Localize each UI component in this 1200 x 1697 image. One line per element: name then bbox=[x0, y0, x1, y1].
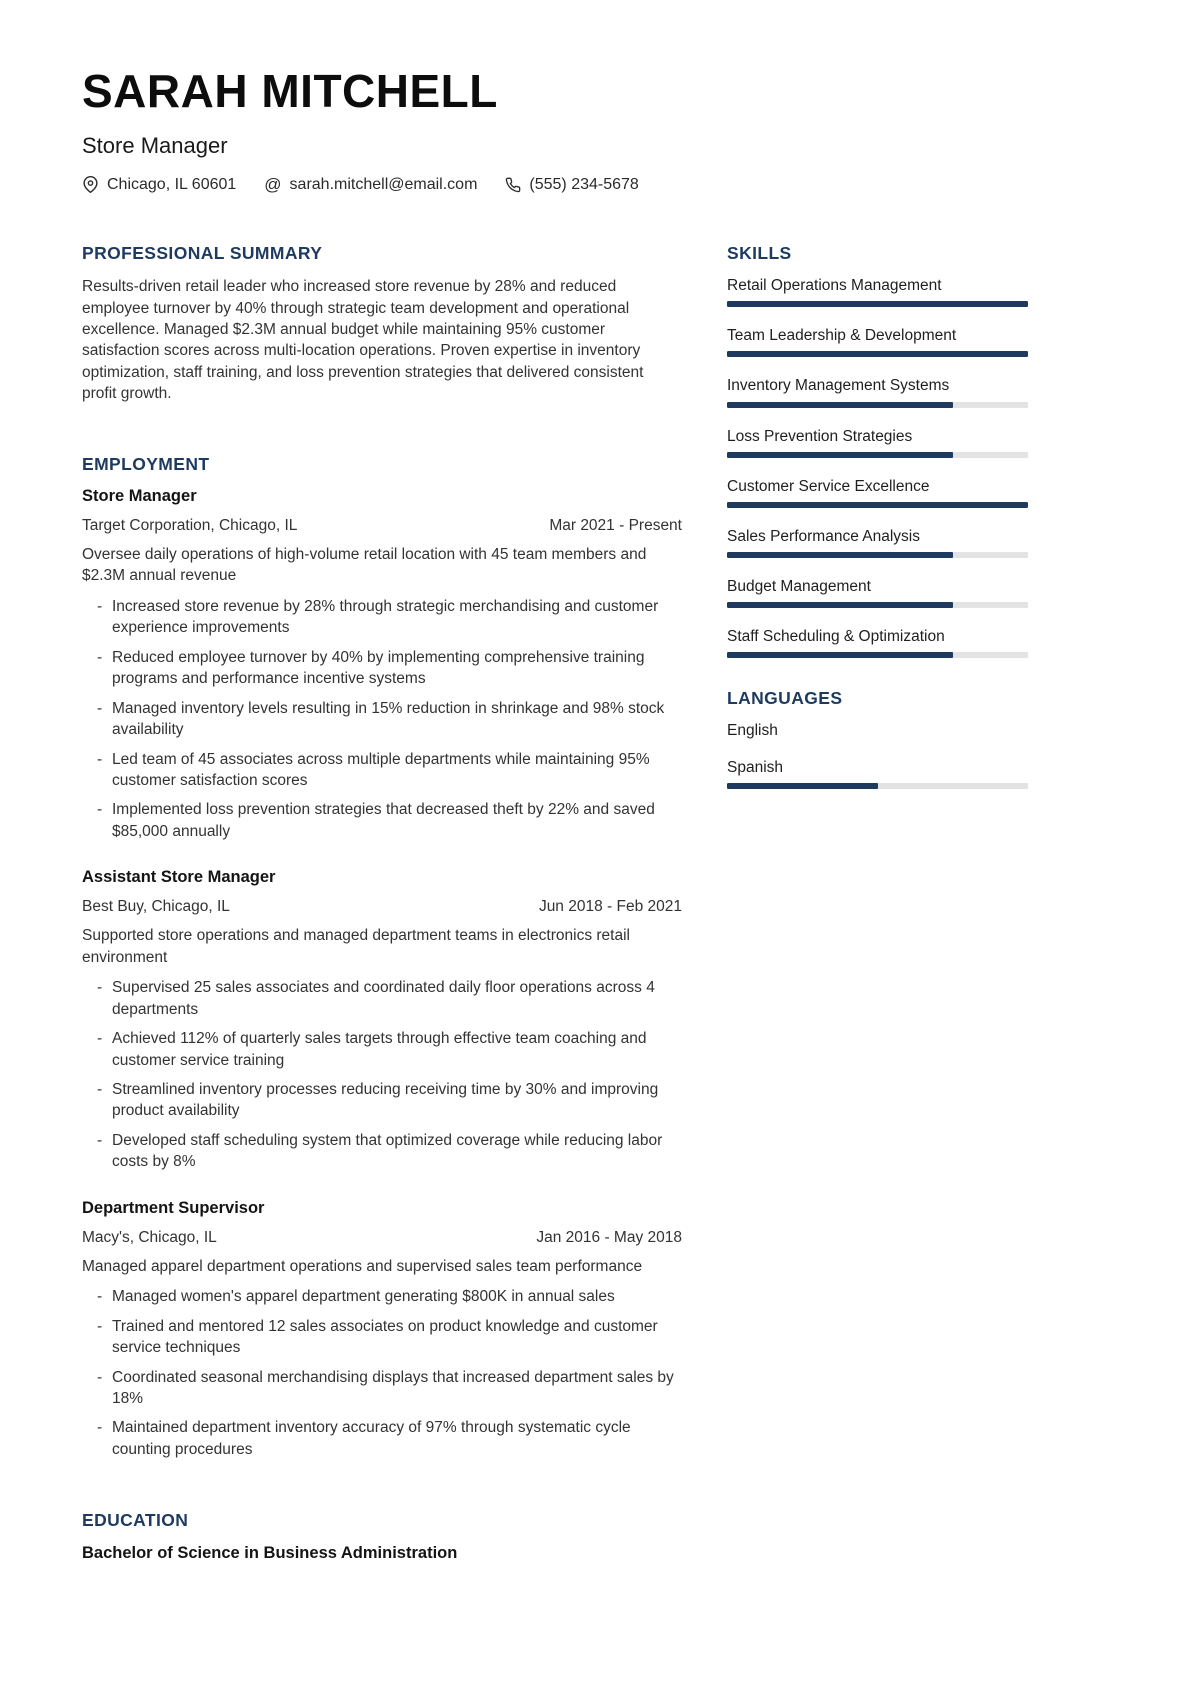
skill-bar-fill bbox=[727, 602, 953, 608]
language-item bbox=[727, 721, 1028, 741]
job-title: Assistant Store Manager bbox=[82, 868, 276, 887]
skill-bar-fill bbox=[727, 301, 1028, 307]
skill-item bbox=[727, 627, 1028, 658]
job-company: Best Buy, Chicago, IL bbox=[82, 898, 230, 916]
skill-item bbox=[727, 376, 1028, 407]
job-entry bbox=[82, 868, 682, 1172]
section-professional-summary bbox=[82, 243, 682, 405]
skill-label: Team Leadership & Development bbox=[727, 327, 957, 345]
main-column bbox=[82, 243, 682, 1565]
skill-label: Customer Service Excellence bbox=[727, 477, 930, 495]
job-bullet: - Increased store revenue by 28% through strategic merchandising and customer experience improvements bbox=[82, 596, 682, 639]
job-dates: Jan 2016 - May 2018 bbox=[536, 1228, 682, 1246]
skill-bar-fill bbox=[727, 351, 1028, 357]
phone-icon bbox=[505, 177, 521, 193]
job-bullet: - Managed inventory levels resulting in 15% reduction in shrinkage and 98% stock availability bbox=[82, 698, 682, 741]
skill-bar-track bbox=[727, 602, 1028, 608]
job-dates: Mar 2021 - Present bbox=[549, 516, 682, 534]
skill-bar-fill bbox=[727, 402, 953, 408]
person-name: SARAH MITCHELL bbox=[82, 65, 498, 117]
job-entry bbox=[82, 487, 682, 842]
job-bullet: - Achieved 112% of quarterly sales targets through effective team coaching and customer service training bbox=[82, 1028, 682, 1071]
skill-bar-fill bbox=[727, 652, 953, 658]
skill-item bbox=[727, 326, 1028, 357]
job-bullet-list bbox=[82, 596, 682, 843]
job-title: Department Supervisor bbox=[82, 1198, 265, 1217]
language-bar-fill bbox=[727, 783, 878, 789]
skill-bar-track bbox=[727, 452, 1028, 458]
skill-item bbox=[727, 577, 1028, 608]
contact-row bbox=[82, 176, 1118, 194]
skill-bar-fill bbox=[727, 502, 1028, 508]
section-languages bbox=[727, 688, 1028, 788]
language-label: Spanish bbox=[727, 758, 784, 776]
job-description: Supported store operations and managed department teams in electronics retail environment bbox=[82, 927, 630, 966]
section-skills bbox=[727, 243, 1028, 658]
job-bullet-list bbox=[82, 1286, 682, 1460]
job-description: Managed apparel department operations and supervised sales team performance bbox=[82, 1257, 643, 1275]
skill-label: Inventory Management Systems bbox=[727, 377, 950, 395]
job-bullet: - Developed staff scheduling system that optimized coverage while reducing labor costs by 8% bbox=[82, 1130, 682, 1173]
contact-email-text: sarah.mitchell@email.com bbox=[289, 175, 478, 193]
job-bullet: - Coordinated seasonal merchandising displays that increased department sales by 18% bbox=[82, 1367, 682, 1410]
skill-bar-track bbox=[727, 552, 1028, 558]
job-dates: Jun 2018 - Feb 2021 bbox=[538, 898, 682, 916]
skills-heading: SKILLS bbox=[727, 242, 792, 263]
section-employment bbox=[82, 454, 682, 1461]
skill-item bbox=[727, 477, 1028, 508]
skill-label: Budget Management bbox=[727, 577, 871, 595]
skill-bar-track bbox=[727, 301, 1028, 307]
skill-bar-fill bbox=[727, 452, 953, 458]
contact-email bbox=[264, 176, 477, 194]
skill-label: Loss Prevention Strategies bbox=[727, 427, 913, 445]
person-job-title: Store Manager bbox=[82, 132, 228, 158]
section-education bbox=[82, 1510, 682, 1565]
job-meta-row bbox=[82, 516, 682, 536]
job-bullet: - Led team of 45 associates across multiple departments while maintaining 95% customer satisfaction scores bbox=[82, 749, 682, 792]
education-degree: Bachelor of Science in Business Administration bbox=[82, 1544, 458, 1563]
job-bullet: - Streamlined inventory processes reducing receiving time by 30% and improving product availability bbox=[82, 1079, 682, 1122]
education-heading: EDUCATION bbox=[82, 1510, 189, 1531]
job-bullet-list bbox=[82, 977, 682, 1173]
language-item bbox=[727, 758, 1028, 789]
skill-bar-track bbox=[727, 351, 1028, 357]
skill-label: Staff Scheduling & Optimization bbox=[727, 628, 945, 646]
resume-header bbox=[0, 0, 1200, 194]
summary-text: Results-driven retail leader who increased store revenue by 28% and reduced employee turnover by 40% through strategic team development and operational excellence. Managed $2.3M annual budget while maintaining 95% customer satisfaction scores across multi-location operations. Proven expertise in inventory optimization, staff training, and loss prevention strategies that delivered consistent profit growth. bbox=[82, 278, 644, 403]
at-sign-icon: @ bbox=[264, 175, 282, 195]
job-title: Store Manager bbox=[82, 486, 197, 505]
job-bullet: - Managed women's apparel department generating $800K in annual sales bbox=[82, 1286, 682, 1307]
language-bar-track bbox=[727, 783, 1028, 789]
job-bullet: - Supervised 25 sales associates and coordinated daily floor operations across 4 departments bbox=[82, 977, 682, 1020]
skill-label: Sales Performance Analysis bbox=[727, 527, 920, 545]
job-company: Target Corporation, Chicago, IL bbox=[82, 516, 298, 534]
job-company: Macy's, Chicago, IL bbox=[82, 1228, 217, 1246]
job-description: Oversee daily operations of high-volume retail location with 45 team members and $2.3M annual revenue bbox=[82, 545, 647, 585]
skill-bar-track bbox=[727, 652, 1028, 658]
skill-item bbox=[727, 527, 1028, 558]
job-bullet: - Implemented loss prevention strategies that decreased theft by 22% and saved $85,000 annually bbox=[82, 799, 682, 842]
skill-label: Retail Operations Management bbox=[727, 277, 942, 295]
skill-bar-track bbox=[727, 402, 1028, 408]
sidebar-column bbox=[727, 243, 1028, 1565]
contact-phone-text: (555) 234-5678 bbox=[529, 175, 639, 193]
job-meta-row bbox=[82, 1228, 682, 1248]
map-pin-icon bbox=[82, 176, 99, 193]
job-meta-row bbox=[82, 897, 682, 917]
job-entry bbox=[82, 1199, 682, 1461]
skill-bar-fill bbox=[727, 552, 953, 558]
job-bullet: - Maintained department inventory accuracy of 97% through systematic cycle counting procedures bbox=[82, 1417, 682, 1460]
employment-heading: EMPLOYMENT bbox=[82, 453, 210, 474]
languages-heading: LANGUAGES bbox=[727, 688, 843, 709]
skill-item bbox=[727, 276, 1028, 307]
job-bullet: - Reduced employee turnover by 40% by implementing comprehensive training programs and performance incentive systems bbox=[82, 647, 682, 690]
contact-location-text: Chicago, IL 60601 bbox=[107, 175, 237, 193]
skill-bar-track bbox=[727, 502, 1028, 508]
summary-heading: PROFESSIONAL SUMMARY bbox=[82, 242, 323, 263]
skill-item bbox=[727, 427, 1028, 458]
job-bullet: - Trained and mentored 12 sales associates on product knowledge and customer service techniques bbox=[82, 1316, 682, 1359]
resume-body bbox=[0, 243, 1200, 1565]
contact-phone bbox=[505, 176, 638, 194]
contact-location bbox=[82, 176, 236, 194]
language-label: English bbox=[727, 722, 778, 740]
